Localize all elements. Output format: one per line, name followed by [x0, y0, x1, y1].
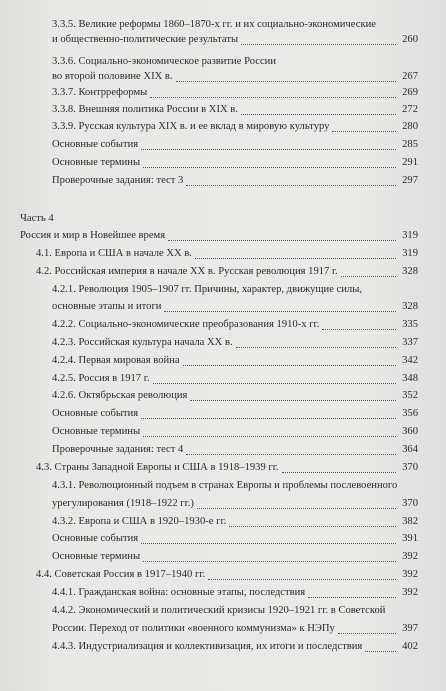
toc-entry-page: 370 [402, 498, 418, 509]
toc-entry-title: 4.2.4. Первая мировая война [52, 355, 180, 366]
toc-entry-title: 4.2.3. Российская культура начала XX в. [52, 337, 233, 348]
toc-entry-title: России. Переход от политики «военного коммунизма» к НЭПу [52, 623, 335, 634]
dot-leader [236, 336, 396, 348]
toc-entry-title: Основные термины [52, 551, 141, 562]
toc-entry-title: основные этапы и итоги [52, 301, 162, 312]
dot-leader [143, 550, 396, 562]
toc-entry-page: 392 [402, 551, 418, 562]
dot-leader [322, 318, 396, 330]
toc-entry-page: 392 [402, 569, 418, 580]
toc-entry-title: 4.1. Европа и США в начале XX в. [36, 248, 192, 259]
toc-entry-page: 328 [402, 266, 418, 277]
dot-leader [164, 300, 396, 312]
toc-entry-page: 319 [402, 230, 418, 241]
toc-entry-page: 352 [402, 390, 418, 401]
toc-entry-title: Основные события [52, 533, 139, 544]
toc-entry-title: 4.3.1. Революционный подъем в странах Европы и проблемы послевоенного [52, 480, 398, 491]
dot-leader [150, 86, 396, 98]
toc-entry-page: 402 [402, 641, 418, 652]
toc-entry-title: 4.4.1. Гражданская война: основные этапы, последствия [52, 587, 306, 598]
dot-leader [190, 389, 396, 401]
toc-entry-page: 267 [402, 71, 418, 82]
toc-entry-title: Основные события [52, 408, 139, 419]
toc-entry-page: 348 [402, 373, 418, 384]
dot-leader [143, 156, 396, 168]
toc-entry-title: и общественно-политические результаты [52, 34, 239, 45]
toc-entry-title: во второй половине XIX в. [52, 71, 173, 82]
toc-entry-title: 3.3.9. Русская культура XIX в. и ее вклад в мировую культуру [52, 121, 330, 132]
dot-leader [141, 532, 396, 544]
toc-entry-title: 3.3.6. Социально-экономическое развитие России [52, 56, 276, 67]
toc-entry-title: 4.3.2. Европа и США в 1920–1930-е гг. [52, 516, 227, 527]
toc-entry-title: 4.4. Советская Россия в 1917–1940 гг. [36, 569, 206, 580]
toc-entry-page: 360 [402, 426, 418, 437]
toc-entry-title: 4.4.2. Экономический и политический кризисы 1920–1921 гг. в Советской [52, 605, 386, 616]
toc-entry-title: 4.2.5. Россия в 1917 г. [52, 373, 150, 384]
toc-entry-page: 328 [402, 301, 418, 312]
toc-entry-title: Часть 4 [20, 213, 54, 224]
dot-leader [176, 70, 396, 82]
dot-leader [338, 622, 396, 634]
dot-leader [195, 247, 396, 259]
dot-leader [153, 372, 396, 384]
dot-leader [241, 33, 396, 45]
toc-entry-page: 391 [402, 533, 418, 544]
dot-leader [168, 229, 396, 241]
toc-entry-title: 4.2.2. Социально-экономические преобразования 1910-х гг. [52, 319, 320, 330]
dot-leader [183, 354, 396, 366]
toc-entry-page: 397 [402, 623, 418, 634]
toc-entry-page: 260 [402, 34, 418, 45]
toc-entry-title: Проверочные задания: тест 4 [52, 444, 184, 455]
dot-leader [186, 443, 396, 455]
toc-entry-title: 3.3.8. Внешняя политика России в XIX в. [52, 104, 238, 115]
toc-entry-page: 269 [402, 87, 418, 98]
dot-leader [141, 407, 396, 419]
dot-leader [308, 586, 396, 598]
toc-entry-page: 342 [402, 355, 418, 366]
toc-entry-title: урегулирования (1918–1922 гг.) [52, 498, 194, 509]
toc-entry-title: 3.3.7. Контрреформы [52, 87, 148, 98]
toc-entry-page: 285 [402, 139, 418, 150]
toc-entry-page: 319 [402, 248, 418, 259]
toc-entry-title: 3.3.5. Великие реформы 1860–1870-х гг. и их социально-экономические [52, 19, 376, 30]
dot-leader [186, 174, 396, 186]
toc-entry-page: 335 [402, 319, 418, 330]
dot-leader [143, 425, 396, 437]
toc-entry-page: 297 [402, 175, 418, 186]
toc-entry-title: 4.3. Страны Западной Европы и США в 1918–1939 гг. [36, 462, 279, 473]
toc-entry-title: Россия и мир в Новейшее время [20, 230, 166, 241]
dot-leader [229, 515, 396, 527]
toc-entry-page: 382 [402, 516, 418, 527]
toc-entry-page: 291 [402, 157, 418, 168]
toc-entry-title: 4.4.3. Индустриализация и коллективизация, их итоги и последствия [52, 641, 363, 652]
toc-entry-page: 392 [402, 587, 418, 598]
toc-entry-page: 280 [402, 121, 418, 132]
dot-leader [365, 640, 396, 652]
toc-entry-title: 4.2.6. Октябрьская революция [52, 390, 188, 401]
toc-entry-title: 4.2. Российская империя в начале XX в. Русская революция 1917 г. [36, 266, 338, 277]
toc-entry-title: Проверочные задания: тест 3 [52, 175, 184, 186]
toc-entry-title: Основные термины [52, 426, 141, 437]
toc-entry-page: 337 [402, 337, 418, 348]
toc-entry-page: 272 [402, 104, 418, 115]
dot-leader [241, 103, 396, 115]
dot-leader [332, 120, 396, 132]
dot-leader [282, 461, 396, 473]
dot-leader [341, 265, 396, 277]
toc-entry-page: 370 [402, 462, 418, 473]
toc-entry-page: 364 [402, 444, 418, 455]
toc-entry-page: 356 [402, 408, 418, 419]
toc-entry-title: Основные термины [52, 157, 141, 168]
dot-leader [197, 497, 396, 509]
toc-entry-title: Основные события [52, 139, 139, 150]
toc-entry-title: 4.2.1. Революция 1905–1907 гг. Причины, характер, движущие силы, [52, 284, 362, 295]
dot-leader [141, 138, 396, 150]
dot-leader [208, 568, 396, 580]
